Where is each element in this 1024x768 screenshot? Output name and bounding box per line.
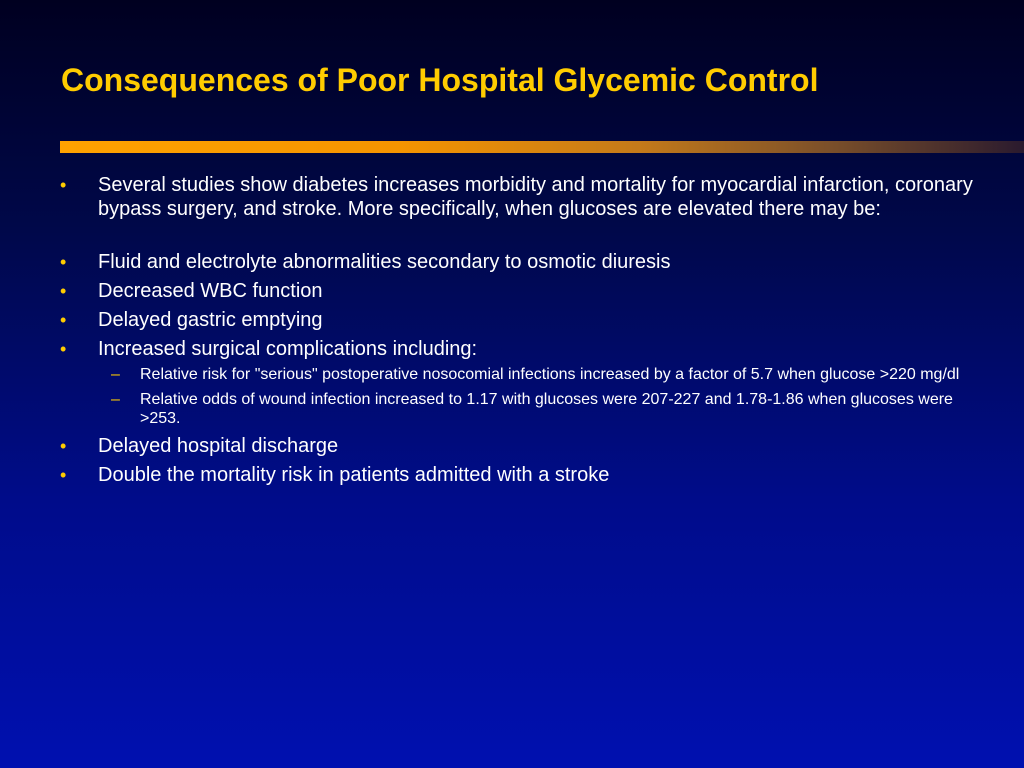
- bullet-item: [60, 279, 980, 303]
- slide-body: [60, 173, 980, 492]
- sub-bullet-text: Relative risk for "serious" postoperative nosocomial infections increased by a factor of 5.7 when glucose >220 mg/dl: [140, 366, 960, 383]
- bullet-icon: •: [60, 281, 67, 301]
- bullet-icon: •: [60, 339, 67, 359]
- sub-bullet-text: Relative odds of wound infection increased to 1.17 with glucoses were 207-227 and 1.78-1.86 when glucoses were >253.: [140, 391, 953, 427]
- slide-title: Consequences of Poor Hospital Glycemic Control: [61, 62, 819, 98]
- bullet-list: [60, 173, 980, 487]
- bullet-icon: •: [60, 175, 67, 195]
- bullet-text: Delayed gastric emptying: [98, 309, 323, 331]
- bullet-item: [60, 173, 980, 221]
- bullet-item: [60, 308, 980, 332]
- sub-bullet-item: [98, 365, 980, 384]
- bullet-icon: •: [60, 465, 67, 485]
- sub-bullet-list: [98, 365, 980, 428]
- bullet-text: Double the mortality risk in patients admitted with a stroke: [98, 464, 610, 486]
- bullet-item: [60, 250, 980, 274]
- bullet-text: Fluid and electrolyte abnormalities secondary to osmotic diuresis: [98, 251, 671, 273]
- bullet-item: [60, 337, 980, 428]
- bullet-text: Delayed hospital discharge: [98, 435, 339, 457]
- bullet-icon: •: [60, 310, 67, 330]
- bullet-text: Several studies show diabetes increases morbidity and mortality for myocardial infarction, coronary bypass surgery, and stroke. More specifically, when glucoses are elevated there may be:: [98, 174, 973, 220]
- title-divider: [60, 141, 1024, 153]
- bullet-item: [60, 434, 980, 458]
- bullet-icon: •: [60, 252, 67, 272]
- bullet-text: Increased surgical complications including:: [98, 338, 478, 360]
- bullet-item: [60, 463, 980, 487]
- dash-icon: –: [111, 366, 120, 383]
- sub-bullet-item: [98, 390, 980, 428]
- dash-icon: –: [111, 391, 120, 408]
- bullet-icon: •: [60, 436, 67, 456]
- bullet-text: Decreased WBC function: [98, 280, 323, 302]
